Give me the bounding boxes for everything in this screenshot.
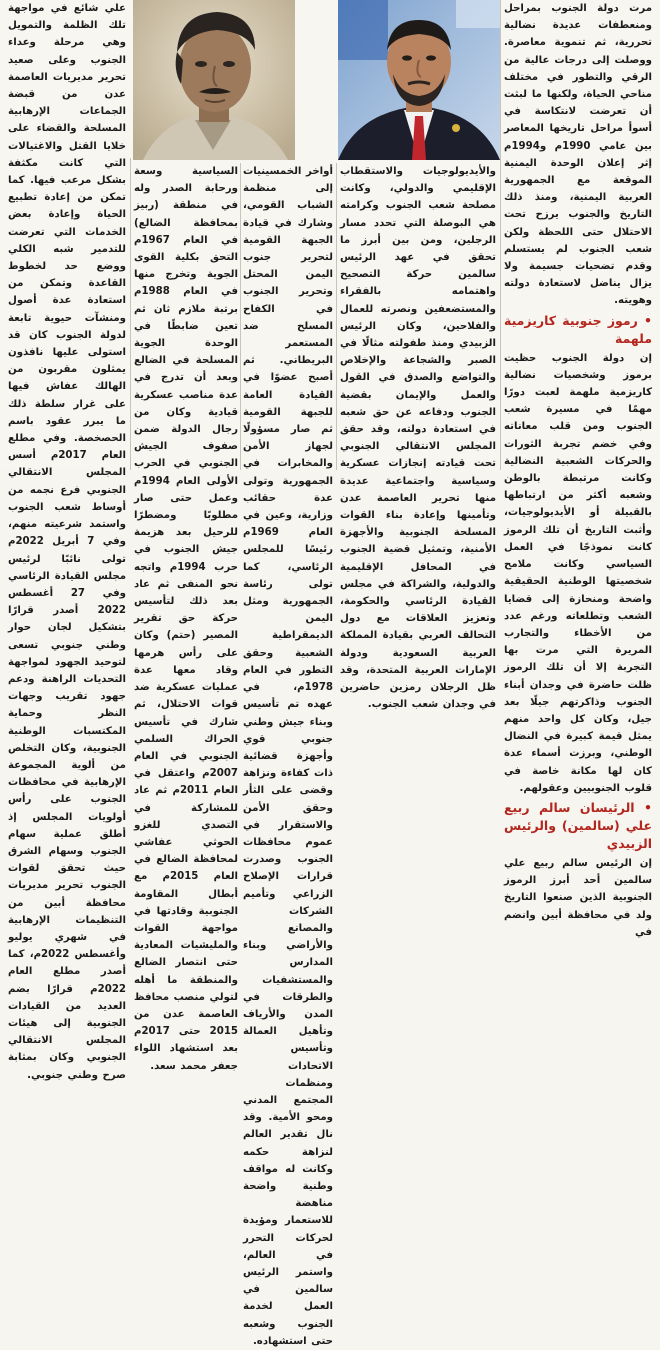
section-heading-leaders: • الرئيسان سالم ربيع علي (سالمين) والرئيس الزبيدي (504, 799, 652, 851)
column-right-intro: مرت دولة الجنوب بمراحل ومنعطفات عديدة نضالية تحررية، ثم تنموية معاصرة. ووصلت إلى درجات عالية من الرقي والتطور في مختلف مناحي الحياة، ولكنها ما لبثت أن تعرضت لانتكاسة في أسوأ مراحل تاريخها المعاصر بين عامي 1990م و1994م إثر إعلان الوحدة اليمنية الموقعة مع الجمهورية العربية اليمنية، ومنذ ذلك التاريخ والجنوب يرزح تحت الاحتلال حتى اللحظة ولكن شعب الجنوب لم يستسلم وقدم تضحيات جسيمة ولا يزال يناضل لاستعادة دولته وهويته. (504, 3, 652, 307)
text-column-right (504, 0, 652, 938)
column-left-text: علي شائع في مواجهة تلك الظلمة والتمويل وهي مرحلة وعداء الجنوب وعلى صعيد تحرير مديريات العاصمة عدن من قبضة الجماعات الإرهابية المسلحة والقضاء على خلايا القتل والاغتيالات التي كانت مكثفة بشكل مرعب فيها. كما تمكن من إعادة تطبيع الحياة وإعادة بعض الخدمات التي تعرضت للتدمير شبه الكلي ووضع حد لخطوط القاعدة وتمكن من استعادة عدة أصول ومنشآت حيوية تابعة لدولة الجنوب كان قد استولى عليها نافذون يمثلون مقربون من الهالك عفاش فيها على غرار سلطة ذلك ما يبرر عقود باسم الحصخصة. وفي مطلع العام 2017م أسس المجلس الانتقالي الجنوبي فرع نجمه من أوساط شعب الجنوب واستمد شرعيته منهم، وفي 7 أبريل 2022م تولى نائبًا لرئيس مجلس القيادة الرئاسي وفي 27 أغسطس 2022 أصدر قرارًا بتشكيل لجان حوار وطني جنوبي تسعى لتوحيد الجهود لمواجهة التحديات الراهنة ودعم جهود تقريب وجهات النظر وحماية المكتسبات الوطنية الجنوبية، وكان التخلص من ألوية المجموعة الإرهابية في محافظات الجنوب على رأس أولويات المجلس إذ أطلق عملية سهام الجنوب وسهام الشرق حيث تحقق لقوات الجنوب تحرير مديريات محافظة أبين من التنظيمات الإرهابية في شهري يوليو وأغسطس 2022م، كما أصدر مطلع العام 2022م قرارًا بضم العديد من القيادات الجنوبية إلى هيئات المجلس الانتقالي الجنوبي وكان بمثابة صرح وطني جنوبي. (8, 3, 127, 1081)
column-mid-right-text: أواخر الخمسينيات إلى منظمة الشباب القومي، وشارك في قيادة الجبهة القومية لتحرير جنوب اليمن المحتل وتحرير الجنوب في الكفاح المسلح ضد المستعمر البريطاني. ثم أصبح عضوًا في القيادة العامة للجبهة القومية ثم صار مسؤولًا لجهاز الأمن والمخابرات في الجمهورية وتولى عدة حقائب وزارية، وعين في العام 1969م رئيسًا للمجلس الرئاسي، كما تولى رئاسة الجمهورية ومثل اليمن الديمقراطية الشعبية وحقق التطور في العام 1978م، في عهده تم تأسيس وبناء جيش وطني جنوبي قوي وأجهزة قضائية ذات كفاءة ونزاهة وقضى على الثأر وحقق الأمن والاستقرار في عموم محافظات الجنوب وصدرت قرارات الإصلاح الزراعي وتأميم الشركات والمصانع والأراضي وبناء المدارس والمستشفيات والطرقات في المدن والأرياف وتأهيل العمالة وتأسيس الاتحادات ومنظمات المجتمع المدني ومحو الأمية. وقد نال تقدير العالم لنزاهة حكمه وكانت له مواقف وطنية واضحة مناهضة للاستعمار ومؤيدة لحركات التحرر في العالم، واستمر الرئيس سالمين في العمل لخدمة الجنوب وشعبه حتى استشهاده. (243, 166, 333, 1347)
text-column-left (8, 0, 127, 1081)
text-column-mid-right (243, 163, 333, 1347)
text-column-center (340, 163, 496, 711)
column-right-symbols-text: إن دولة الجنوب حظيت برموز وشخصيات نضالية كاريزمية ملهمة لعبت دورًا مهمًا في مسيرة شعب الجنوب ومن قلب معاناته وفي خضم تجربة الثورات والحركات الشعبية النضالية وكانت مرتبطة بالوطن وشعبه أكثر من ارتباطها بالقبيلة أو الأيديولوجيات، وأثبت التاريخ أن تلك الرموز كانت نموذجًا في العمل السياسي وكانت ملامح شخصيتها الوطنية الحقيقية واضحة ومنحازة إلى قضايا الشعب وتطلعاته ورغم عدد من الأخطاء والتجارب المريرة التي مرت بها التجربة إلا أن تلك الرموز ظلت حاضرة في وجدان أبناء الجنوب وذاكرتهم جيلًا بعد جيل، وكان كل واحد منهم يمثل قيمة كبيرة في النضال الوطني، وبرزت أسماء عدة كان لها مكانة خاصة في قلوب الجنوبيين وعقولهم. (504, 352, 652, 794)
text-column-mid-left (134, 163, 239, 1072)
section-heading-symbols: • رموز جنوبية كاريزمية ملهمة (504, 312, 652, 346)
column-mid-left-text: السياسية وسعة ورحابة الصدر وله في منطقة (ربيز بمحافظة الضالع) في العام 1967م التحق بكلية القوى الجوية وتخرج منها في العام 1988م برتبة ملازم ثان ثم تعين ضابطًا في الوحدة الجوية المسلحة في الضالع وبعد أن تدرج في عدة مناصب عسكرية قيادية وكان من رجال الدولة ضمن صفوف الجيش الجنوبي في الحرب الأولى العام 1994م وعمل حتى صار مطلوبًا ومضطرًا للرحيل بعد هزيمة جيش الجنوب في حرب 1994م واتجه نحو المنفى ثم عاد بعد ذلك لتأسيس حركة حق تقرير المصير (حتم) وكان على رأس هرمها وقاد معها عدة عمليات عسكرية ضد قوات الاحتلال، ثم شارك في تأسيس الحراك السلمي الجنوبي في العام 2007م واعتقل في العام 2011م ثم عاد للمشاركة في التصدي للغزو الحوثي عفاشي لمحافظة الضالع في العام 2015م مع أبطال المقاومة الجنوبية وقادتها في مواجهة القوات والمليشيات المعادية حتى انتصار الضالع والمنطقة ما أهله لتولي منصب محافظ العاصمة عدن من 2015 حتى 2017م بعد استشهاد اللواء جعفر محمد سعد. (134, 166, 239, 1072)
portrait-photo-sepia (133, 0, 295, 160)
column-center-text: والأيديولوجيات والاستقطاب الإقليمي والدولي، وكانت مصلحة شعب الجنوب وكرامته هي البوصلة التي تحدد مسار الرجلين، ومن بين أبرز ما تحقق في عهد الرئيس سالمين حركة التصحيح واهتمامه بالفقراء والمستضعفين ونصرته للعمال والفلاحين، وكان الرئيس الزبيدي ومنذ طفولته مثالًا في الصبر والشجاعة والإخلاص والتواضع والصدق في القول والعمل والإيمان بقضية الجنوب ودفاعه عن حق شعبه في استعادة دولته، وقد حقق المجلس الانتقالي الجنوبي تحت قيادته إنجازات عسكرية وسياسية واجتماعية عديدة منها تحرير العاصمة عدن وتأمينها وإعادة بناء القوات المسلحة الجنوبية والأجهزة الأمنية، وتمثيل قضية الجنوب في المحافل الإقليمية والدولية، والشراكة في مجلس القيادة الرئاسي والحكومة، وتعزيز العلاقات مع دول التحالف العربي بقيادة المملكة العربية السعودية ودولة الإمارات العربية المتحدة، وقد ظل الرجلان رمزين حاضرين في وجدان شعب الجنوب. (340, 166, 496, 711)
portrait-photo-color (338, 0, 500, 160)
column-right-leaders-text: إن الرئيس سالم ربيع علي سالمين أحد أبرز الرموز الجنوبية الذين صنعوا التاريخ ولد في محافظة أبين وانضم في (504, 857, 652, 938)
